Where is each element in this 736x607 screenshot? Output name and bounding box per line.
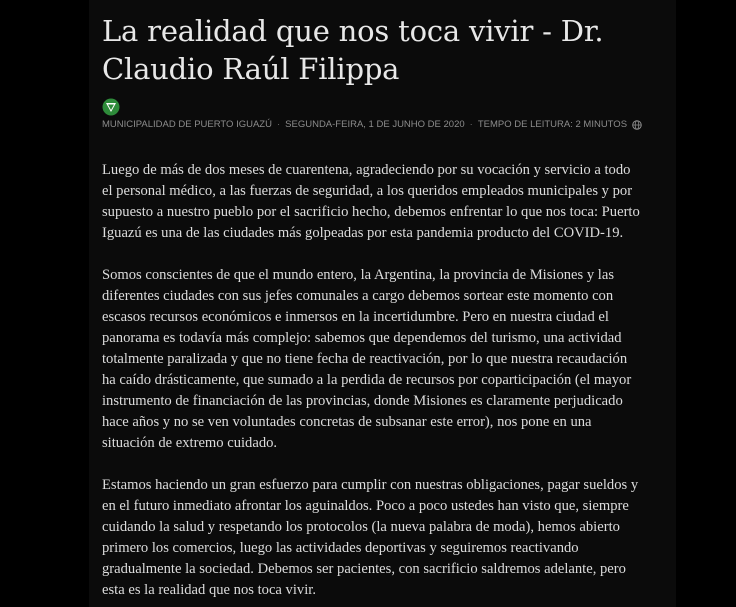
green-shield-logo-icon[interactable] [102,98,120,116]
article-title: La realidad que nos toca vivir - Dr. Claudio Raúl Filippa [102,14,604,86]
article-body [102,160,642,601]
globe-icon [632,120,642,130]
right-margin [676,0,736,607]
paragraph: Luego de más de dos meses de cuarentena, agradeciendo por su vocación y servicio a todo el personal médico, a las fuerzas de seguridad, a los queridos empleados municipales y por supuesto a nuestro pueblo por el sacrificio hecho, debemos enfrentar lo que nos toca: Puerto Iguazú es una de las ciudades más golpeadas por esta pandemia producto del COVID-19. [102,162,640,241]
meta-separator: · [276,119,281,130]
article [102,0,642,607]
paragraph: Estamos haciendo un gran esfuerzo para cumplir con nuestras obligaciones, pagar sueldos y en el futuro inmediato afrontar los aguinaldos. Poco a poco ustedes han visto que, siempre cuidando la salud y respetando los protocolos (la nueva palabra de moda), hemos abierto primero los comercios, luego las actividades deportivas y seguiremos reactivando gradualmente la sociedad. Debemos ser pacientes, con sacrificio saldremos adelante, pero esta es la realidad que nos toca vivir. [102,477,639,598]
left-margin [0,0,89,607]
paragraph: Somos conscientes de que el mundo entero, la Argentina, la provincia de Misiones y las diferentes ciudades con sus jefes comunales a cargo debemos sortear este momento con escasos recursos económicos e inmersos en la incertidumbre. Pero en nuestra ciudad el panorama es todavía más complejo: sabemos que dependemos del turismo, una actividad totalmente paralizada y que no tiene fecha de reactivación, por lo que nuestra recaudación ha caído drásticamente, que sumado a la perdida de recursos por coparticipación (el mayor instrumento de financiación de las provincias, donde Misiones es claramente perjudicado hace años y no se ven voluntades concretas de subsanar este error), nos pone en una situación de extremo cuidado. [102,267,632,451]
meta-separator: · [469,119,473,130]
article-meta [102,119,642,130]
publish-date: SEGUNDA-FEIRA, 1 DE JUNHO DE 2020 [285,119,465,130]
reading-time: TEMPO DE LEITURA: 2 MINUTOS [477,119,628,130]
author-link[interactable]: MUNICIPALIDAD DE PUERTO IGUAZÚ [102,119,272,130]
